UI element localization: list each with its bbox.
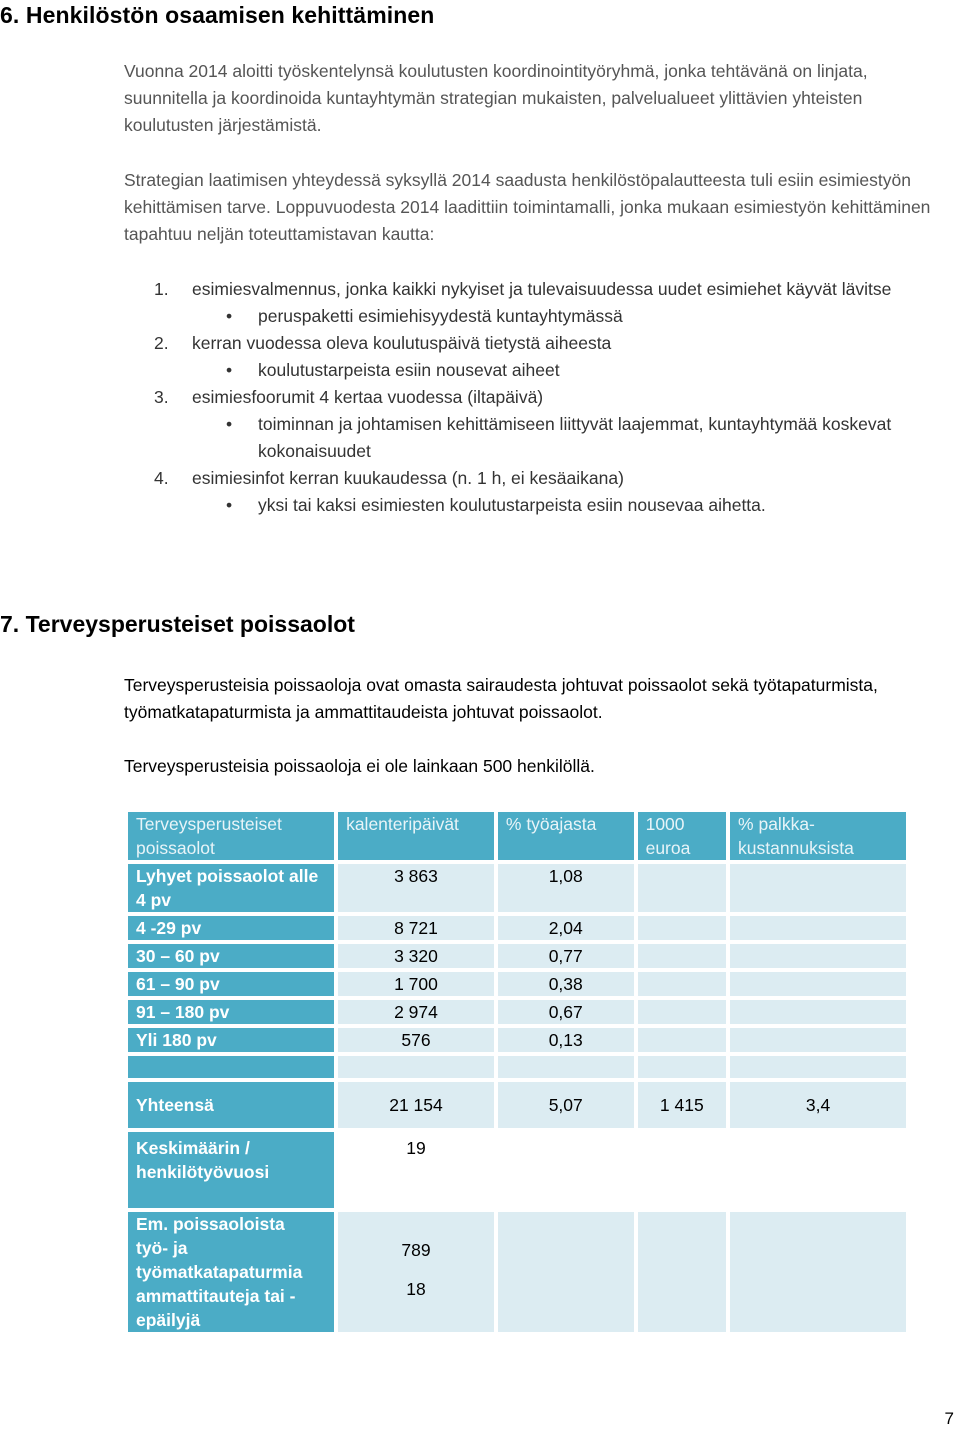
- of-which-values: [338, 1212, 494, 1332]
- section-7-paragraph-2: Terveysperusteisia poissaoloja ei ole lainkaan 500 henkilöllä.: [124, 756, 595, 776]
- bullet-item: [154, 411, 944, 465]
- table-row: [128, 1028, 906, 1052]
- table-spacer-row: [128, 1056, 906, 1078]
- bullet-text: yksi tai kaksi esimiesten koulutustarpeista esiin nousevaa aihetta.: [258, 495, 766, 515]
- list-item-text: kerran vuodessa oleva koulutuspäivä tietystä aiheesta: [192, 333, 612, 353]
- days-cell: 3 863: [338, 864, 494, 912]
- of-which-label: [128, 1212, 334, 1332]
- empty-cell: [730, 1028, 906, 1052]
- table-row: [128, 972, 906, 996]
- table-total-row: [128, 1082, 906, 1128]
- empty-cell: [638, 1028, 726, 1052]
- development-methods-list: [154, 276, 944, 519]
- empty-cell: [730, 864, 906, 912]
- days-cell: 576: [338, 1028, 494, 1052]
- row-label: 30 – 60 pv: [128, 944, 334, 968]
- bullet-icon: •: [226, 495, 233, 515]
- section-6-title: 6. Henkilöstön osaamisen kehittäminen: [0, 2, 435, 28]
- occupational-diseases-value: 18: [406, 1279, 426, 1299]
- bullet-item: [154, 492, 944, 519]
- list-number: 4.: [154, 468, 169, 488]
- average-value: 19: [338, 1132, 494, 1208]
- bullet-icon: •: [226, 414, 233, 434]
- table-row: [128, 916, 906, 940]
- of-which-heading: Em. poissaoloista: [136, 1214, 285, 1234]
- list-item: [154, 465, 944, 492]
- days-cell: 8 721: [338, 916, 494, 940]
- empty-cell: [638, 1000, 726, 1024]
- empty-cell: [730, 1000, 906, 1024]
- header-cell: 1000 euroa: [638, 812, 726, 860]
- header-cell: % työajasta: [498, 812, 634, 860]
- list-number: 3.: [154, 387, 169, 407]
- empty-cell: [730, 916, 906, 940]
- percent-cell: 0,38: [498, 972, 634, 996]
- table-average-row: [128, 1132, 906, 1208]
- days-cell: 3 320: [338, 944, 494, 968]
- list-item-text: esimiesvalmennus, jonka kaikki nykyiset ja tulevaisuudessa uudet esimiehet käyvät lävitse: [192, 279, 892, 299]
- section-7-title: 7. Terveysperusteiset poissaolot: [0, 611, 355, 637]
- percent-cell: 1,08: [498, 864, 634, 912]
- empty-cell: [638, 916, 726, 940]
- section-6-paragraph-1: Vuonna 2014 aloitti työskentelynsä koulutusten koordinointityöryhmä, jonka tehtävänä on linjata, suunnitella ja koordinoida kuntayhtymän strategian mukaisten, palvelualueet ylittävien yhteisten koulutusten järjestämistä.: [124, 61, 868, 135]
- list-item: [154, 330, 944, 357]
- average-label: Keskimäärin / henkilötyövuosi: [128, 1132, 334, 1208]
- bullet-item: [154, 357, 944, 384]
- section-7-paragraph-1: Terveysperusteisia poissaoloja ovat omasta sairaudesta johtuvat poissaolot sekä työtapaturmista, työmatkatapaturmista ja ammattitaudeista johtuvat poissaolot.: [124, 675, 878, 722]
- bullet-icon: •: [226, 306, 233, 326]
- bullet-text: toiminnan ja johtamisen kehittämiseen liittyvät laajemmat, kuntayhtymää koskevat kokonaisuudet: [258, 414, 892, 461]
- header-cell: % palkka-kustannuksista: [730, 812, 906, 860]
- bullet-text: peruspaketti esimiehisyydestä kuntayhtymässä: [258, 306, 623, 326]
- days-cell: 1 700: [338, 972, 494, 996]
- row-label: 61 – 90 pv: [128, 972, 334, 996]
- bullet-text: koulutustarpeista esiin nousevat aiheet: [258, 360, 560, 380]
- list-number: 2.: [154, 333, 169, 353]
- empty-cell: [498, 1212, 634, 1332]
- empty-cell: [730, 944, 906, 968]
- empty-cell: [730, 1212, 906, 1332]
- table-row: [128, 864, 906, 912]
- table-of-which-row: [128, 1212, 906, 1332]
- total-euros: 1 415: [638, 1082, 726, 1128]
- days-cell: 2 974: [338, 1000, 494, 1024]
- occupational-diseases-label: ammattitauteja tai -epäilyjä: [136, 1286, 296, 1330]
- total-label: Yhteensä: [128, 1082, 334, 1128]
- list-item-text: esimiesinfot kerran kuukaudessa (n. 1 h, ei kesäaikana): [192, 468, 624, 488]
- empty-cell: [638, 1212, 726, 1332]
- table-header-row: [128, 812, 906, 860]
- bullet-item: [154, 303, 944, 330]
- spacer-cell: [730, 1056, 906, 1078]
- page-number: 7: [944, 1409, 954, 1428]
- empty-cell: [498, 1132, 634, 1208]
- percent-cell: 0,13: [498, 1028, 634, 1052]
- absence-table: [124, 808, 910, 1336]
- accidents-value: 789: [401, 1240, 431, 1260]
- empty-cell: [730, 972, 906, 996]
- percent-cell: 2,04: [498, 916, 634, 940]
- percent-cell: 0,77: [498, 944, 634, 968]
- list-number: 1.: [154, 279, 169, 299]
- table-row: [128, 1000, 906, 1024]
- row-label: Yli 180 pv: [128, 1028, 334, 1052]
- total-days: 21 154: [338, 1082, 494, 1128]
- spacer-cell: [638, 1056, 726, 1078]
- empty-cell: [638, 1132, 726, 1208]
- spacer-cell: [498, 1056, 634, 1078]
- row-label: Lyhyet poissaolot alle 4 pv: [128, 864, 334, 912]
- spacer-cell: [128, 1056, 334, 1078]
- list-item-text: esimiesfoorumit 4 kertaa vuodessa (iltapäivä): [192, 387, 544, 407]
- header-cell: Terveysperusteiset poissaolot: [128, 812, 334, 860]
- header-cell: kalenteripäivät: [338, 812, 494, 860]
- total-percent: 5,07: [498, 1082, 634, 1128]
- empty-cell: [638, 972, 726, 996]
- row-label: 91 – 180 pv: [128, 1000, 334, 1024]
- empty-cell: [730, 1132, 906, 1208]
- empty-cell: [638, 864, 726, 912]
- section-6-paragraph-2: Strategian laatimisen yhteydessä syksyllä 2014 saadusta henkilöstöpalautteesta tuli esiin esimiestyön kehittämisen tarve. Loppuvuodesta 2014 laadittiin toimintamalli, jonka mukaan esimiestyön kehittäminen tapahtuu neljän toteuttamistavan kautta:: [124, 170, 931, 244]
- empty-cell: [638, 944, 726, 968]
- table-row: [128, 944, 906, 968]
- list-item: [154, 384, 944, 411]
- total-salary-percent: 3,4: [730, 1082, 906, 1128]
- accidents-label: työ- ja työmatkatapaturmia: [136, 1238, 303, 1282]
- percent-cell: 0,67: [498, 1000, 634, 1024]
- row-label: 4 -29 pv: [128, 916, 334, 940]
- bullet-icon: •: [226, 360, 233, 380]
- spacer-cell: [338, 1056, 494, 1078]
- list-item: [154, 276, 944, 303]
